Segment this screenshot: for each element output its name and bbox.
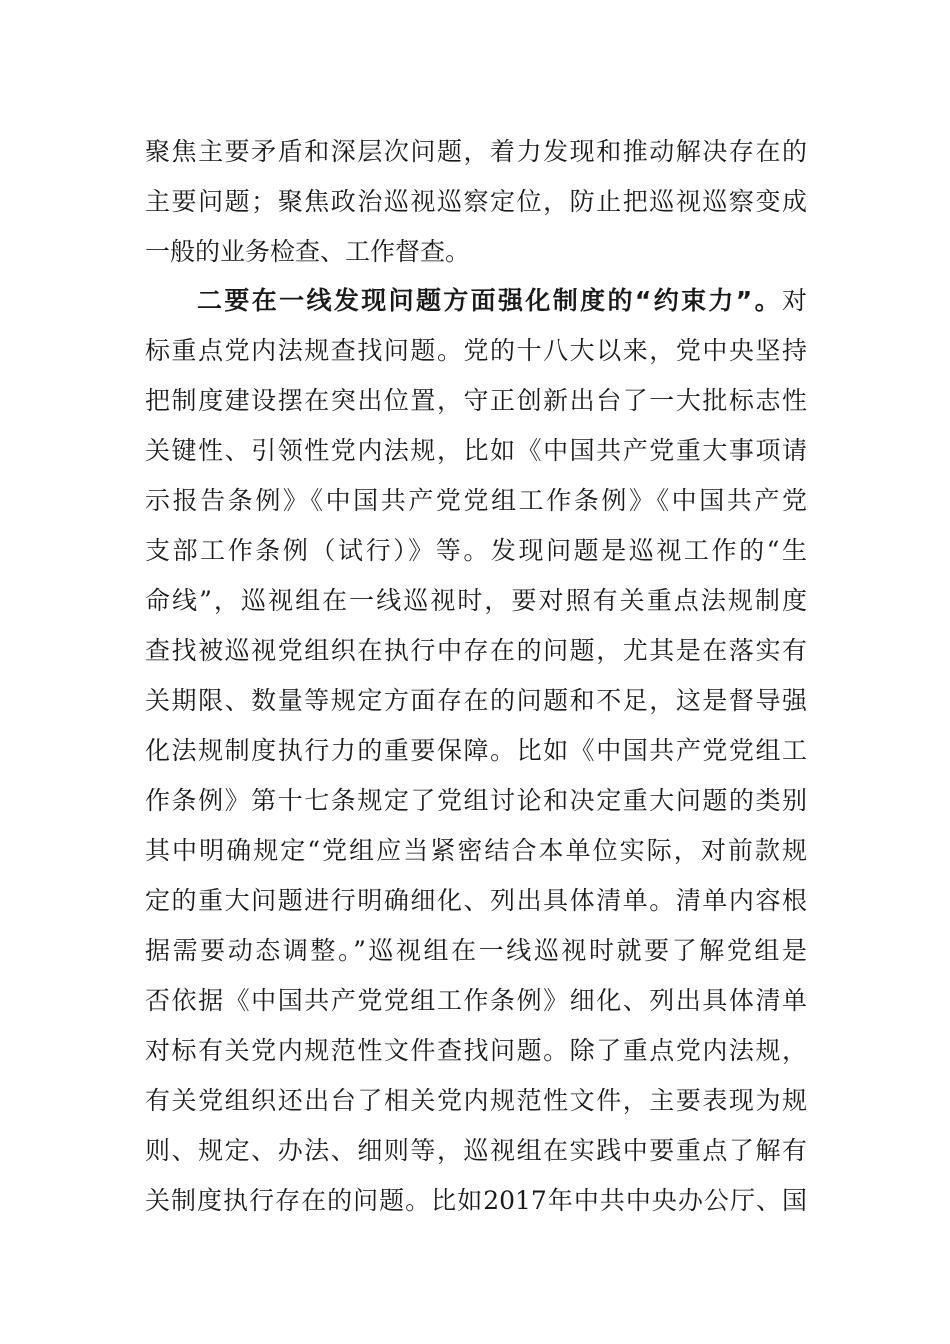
paragraph2-line: 关键性、引领性党内法规，比如《中国共产党重大事项请 [145,436,807,465]
paragraph1-line-1: 聚焦主要矛盾和深层次问题，着力发现和推动解决存在的 [145,137,807,166]
paragraph2-first-line-rest: 对 [781,286,807,315]
paragraph2-line: 定的重大问题进行明确细化、列出具体清单。清单内容根 [145,886,807,915]
paragraph1-line-3: 一般的业务检查、工作督查。 [145,237,471,266]
paragraph1-line-2: 主要问题；聚焦政治巡视巡察定位，防止把巡视巡察变成 [145,187,807,216]
paragraph2-line: 其中明确规定“党组应当紧密结合本单位实际，对前款规 [145,836,807,865]
paragraph2-line: 则、规定、办法、细则等，巡视组在实践中要重点了解有 [145,1136,807,1165]
paragraph2-line: 有关党组织还出台了相关党内规范性文件，主要表现为规 [145,1086,807,1115]
paragraph2-line: 关制度执行存在的问题。比如2017年中共中央办公厅、国 [145,1186,807,1215]
paragraph2-line: 对标有关党内规范性文件查找问题。除了重点党内法规， [145,1036,807,1065]
paragraph2-line: 关期限、数量等规定方面存在的问题和不足，这是督导强 [145,686,807,715]
paragraph2-line: 命线”，巡视组在一线巡视时，要对照有关重点法规制度 [145,586,807,615]
paragraph2-line: 作条例》第十七条规定了党组讨论和决定重大问题的类别 [145,786,807,815]
paragraph2-line: 示报告条例》《中国共产党党组工作条例》《中国共产党 [145,486,807,515]
paragraph2-line: 否依据《中国共产党党组工作条例》细化、列出具体清单 [145,986,807,1015]
paragraph2-line: 标重点党内法规查找问题。党的十八大以来，党中央坚持 [145,336,807,365]
paragraph2-line: 据需要动态调整。”巡视组在一线巡视时就要了解党组是 [145,936,807,965]
paragraph2-line-1 [197,276,807,326]
paragraph2-line: 查找被巡视党组织在执行中存在的问题，尤其是在落实有 [145,636,807,665]
paragraph2-line: 化法规制度执行力的重要保障。比如《中国共产党党组工 [145,736,807,765]
paragraph2-line: 把制度建设摆在突出位置，守正创新出台了一大批标志性 [145,386,807,415]
paragraph2-line: 支部工作条例（试行）》等。发现问题是巡视工作的“生 [145,536,807,565]
paragraph2-lead-heading: 二要在一线发现问题方面强化制度的“约束力”。 [197,286,782,315]
